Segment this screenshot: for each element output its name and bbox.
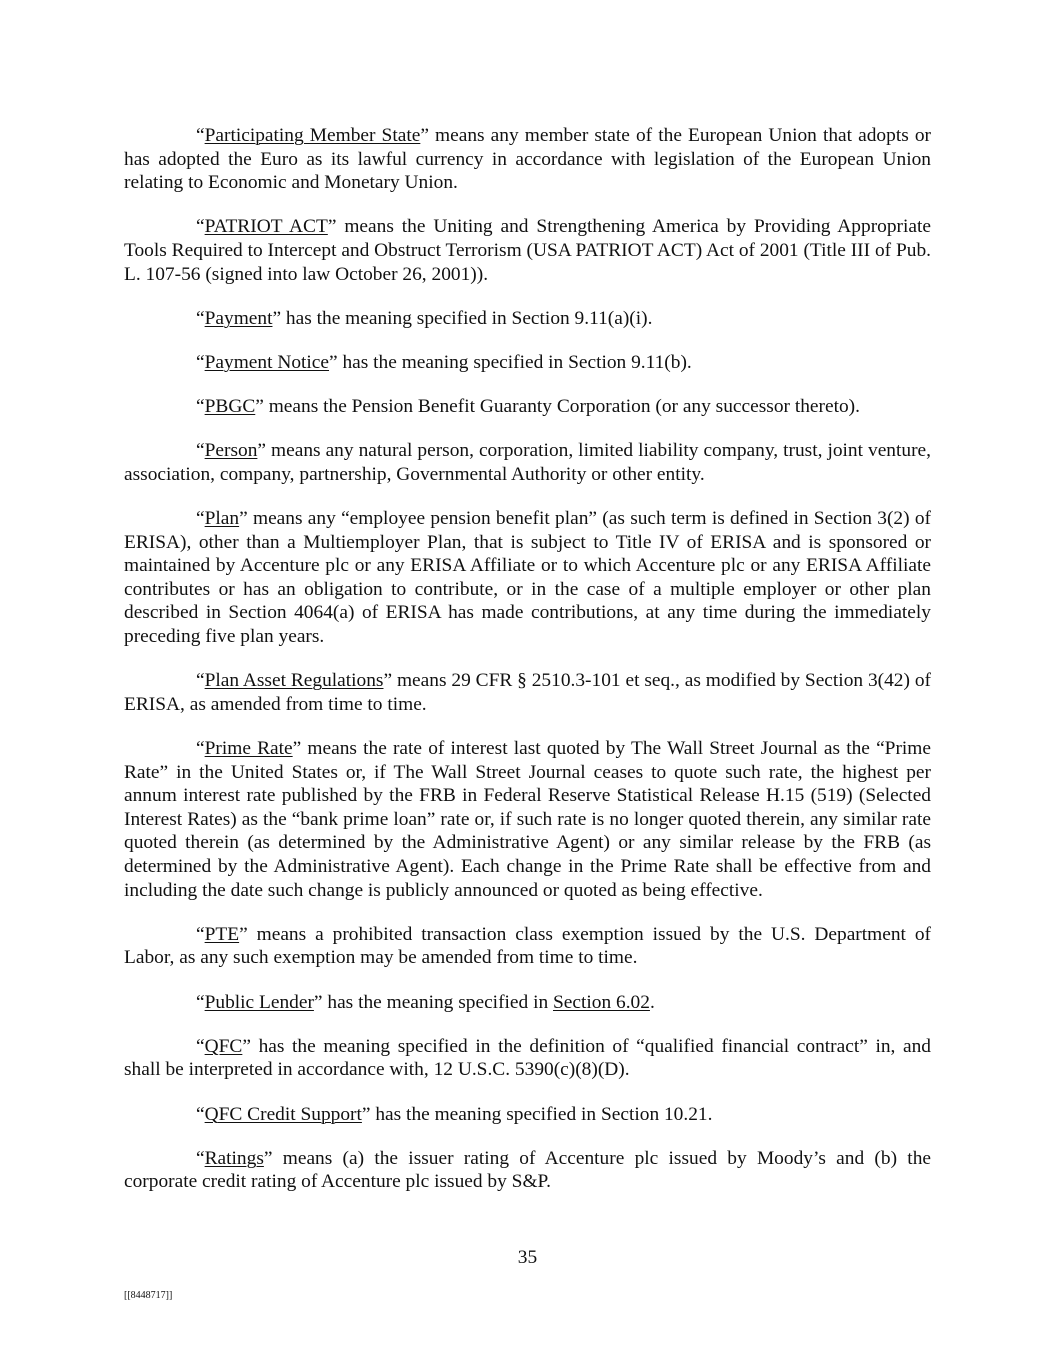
- definition-pbgc: [124, 395, 931, 419]
- document-id: [[8448717]]: [124, 1290, 173, 1301]
- defined-term: Participating Member State: [204, 125, 421, 146]
- defined-term: Payment: [204, 307, 273, 329]
- definition-ratings: [124, 1147, 931, 1194]
- close-quote: ”: [327, 216, 337, 238]
- defined-term: PBGC: [204, 396, 256, 418]
- open-quote: “: [196, 508, 205, 530]
- open-quote: “: [196, 991, 205, 1013]
- defined-term: PATRIOT ACT: [204, 216, 328, 238]
- open-quote: “: [196, 216, 205, 238]
- close-quote: ”: [292, 738, 302, 760]
- definition-qfc-credit-support: [124, 1103, 931, 1127]
- defined-term: PTE: [204, 923, 240, 945]
- definition-plan: [124, 507, 931, 649]
- definition-text: means any member state of the European Union that adopts or has adopted the Euro as its lawful currency in accordance with legislation of the European Union relating to Economic and Monetary Union.: [124, 125, 931, 194]
- definition-pte: [124, 923, 931, 970]
- open-quote: “: [196, 1103, 205, 1125]
- defined-term: Plan: [204, 508, 240, 530]
- open-quote: “: [196, 1147, 205, 1169]
- definition-prime-rate: [124, 737, 931, 902]
- definition-qfc: [124, 1035, 931, 1082]
- definition-text: means the Uniting and Strengthening America by Providing Appropriate Tools Required to Intercept and Obstruct Terrorism (USA PATRIOT ACT) Act of 2001 (Title III of Pub. L. 107-56 (signed into law October 26, 2001)).: [124, 216, 931, 285]
- defined-term: QFC: [204, 1035, 243, 1057]
- page-number: 35: [517, 1247, 538, 1268]
- definition-text: has the meaning specified in: [322, 991, 553, 1013]
- close-quote: ”: [255, 396, 264, 418]
- definition-text: means 29 CFR § 2510.3-101 et seq., as modified by Section 3(42) of ERISA, as amended from time to time.: [124, 670, 931, 715]
- open-quote: “: [196, 738, 205, 760]
- defined-term: Ratings: [204, 1147, 264, 1169]
- open-quote: “: [196, 923, 205, 945]
- definition-text: means a prohibited transaction class exemption issued by the U.S. Department of Labor, as any such exemption may be amended from time to time.: [124, 923, 931, 969]
- definition-public-lender: [124, 991, 931, 1015]
- defined-term: Person: [204, 440, 258, 462]
- close-quote: ”: [257, 440, 267, 462]
- defined-term: Payment Notice: [204, 351, 330, 373]
- close-quote: ”: [361, 1103, 371, 1125]
- defined-term: QFC Credit Support: [204, 1103, 362, 1125]
- definition-text: has the meaning specified in Section 9.11(b).: [337, 351, 692, 373]
- open-quote: “: [196, 125, 205, 146]
- definition-text: means any “employee pension benefit plan” (as such term is defined in Section 3(2) of ERISA), other than a Multiemployer Plan, that is subject to Title IV of ERISA and is sponsored or maintained by Accenture plc or any ERISA Affiliate or to which Accenture plc or any ERISA Affiliate contributes or has an obligation to contribute, or in the case of a multiple employer or other plan described in Section 4064(a) of ERISA has made contributions, at any time during the immediately preceding five plan years.: [124, 508, 931, 648]
- defined-term: Plan Asset Regulations: [204, 670, 384, 692]
- open-quote: “: [196, 396, 205, 418]
- definition-text: means (a) the issuer rating of Accenture plc issued by Moody’s and (b) the corporate credit rating of Accenture plc issued by S&P.: [124, 1147, 931, 1193]
- open-quote: “: [196, 307, 205, 329]
- definition-participating-member-state: [124, 124, 931, 195]
- definition-text: means the rate of interest last quoted by The Wall Street Journal as the “Prime Rate” in the United States or, if The Wall Street Journal ceases to quote such rate, the highest per annum interest rate published by the FRB in Federal Reserve Statistical Release H.15 (519) (Selected Interest Rates) as the “bank prime loan” rate or, if such rate is no longer quoted therein, any similar rate quoted therein (as determined by the Administrative Agent) or any similar release by the FRB (as determined by the Administrative Agent). Each change in the Prime Rate shall be effective from and including the date such change is publicly announced or quoted as being effective.: [124, 738, 931, 901]
- close-quote: ”: [239, 923, 248, 945]
- close-quote: ”: [242, 1035, 251, 1057]
- definition-person: [124, 439, 931, 486]
- close-quote: ”: [329, 351, 338, 373]
- definition-text: means any natural person, corporation, limited liability company, trust, joint venture, association, company, partnership, Governmental Authority or other entity.: [124, 440, 931, 485]
- definition-payment-notice: [124, 351, 931, 375]
- open-quote: “: [196, 670, 205, 692]
- close-quote: ”: [420, 125, 429, 146]
- definition-text: has the meaning specified in Section 10.21.: [370, 1103, 713, 1125]
- section-cross-reference-link[interactable]: Section 6.02: [553, 991, 650, 1013]
- document-page: [124, 124, 931, 1215]
- definition-patriot-act: [124, 215, 931, 286]
- open-quote: “: [196, 1035, 205, 1057]
- definition-text: has the meaning specified in Section 9.11(a)(i).: [281, 307, 653, 329]
- close-quote: ”: [272, 307, 282, 329]
- definition-payment: [124, 307, 931, 331]
- close-quote: ”: [263, 1147, 273, 1169]
- open-quote: “: [196, 351, 205, 373]
- definition-text: means the Pension Benefit Guaranty Corporation (or any successor thereto).: [263, 396, 860, 418]
- definition-plan-asset-regulations: [124, 669, 931, 716]
- close-quote: ”: [239, 508, 248, 530]
- defined-term: Prime Rate: [204, 738, 293, 760]
- definition-text-end: .: [649, 991, 655, 1013]
- defined-term: Public Lender: [204, 991, 314, 1013]
- definition-text: has the meaning specified in the definition of “qualified financial contract” in, and shall be interpreted in accordance with, 12 U.S.C. 5390(c)(8)(D).: [124, 1035, 931, 1081]
- close-quote: ”: [313, 991, 323, 1013]
- open-quote: “: [196, 440, 205, 462]
- close-quote: ”: [383, 670, 393, 692]
